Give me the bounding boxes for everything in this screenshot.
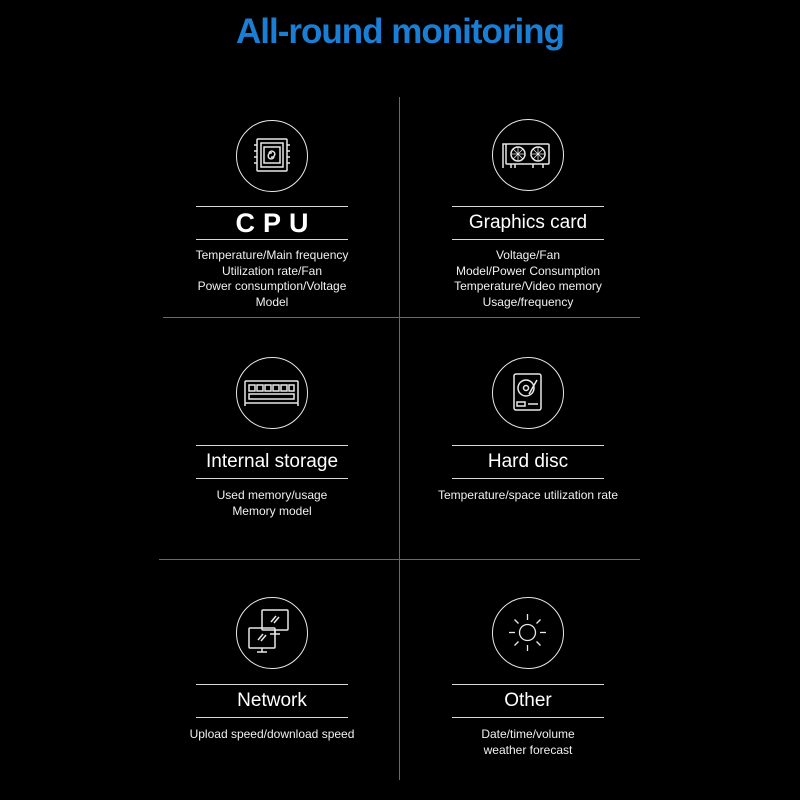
page-title: All-round monitoring <box>236 12 564 51</box>
network-monitors-icon <box>236 597 308 669</box>
cpu-desc-line: Power consumption/Voltage <box>197 279 347 293</box>
horizontal-divider-1 <box>163 317 640 318</box>
internal-storage-description <box>132 488 412 519</box>
graphics-card-desc-line: Temperature/Video memory <box>454 279 602 293</box>
hard-disc-description <box>388 488 668 504</box>
hard-disk-icon <box>492 357 564 429</box>
hard-disc-desc-line: Temperature/space utilization rate <box>437 488 619 502</box>
memory-stick-icon <box>236 357 308 429</box>
network-description <box>132 727 412 743</box>
other-desc-line: weather forecast <box>483 742 573 757</box>
graphics-card-desc-line: Model/Power Consumption <box>455 263 601 278</box>
graphics-card-label: Graphics card <box>452 206 604 240</box>
sun-icon <box>492 597 564 669</box>
vertical-divider <box>399 97 400 780</box>
graphics-card-desc-line: Voltage/Fan <box>495 248 561 262</box>
cpu-desc-line: Temperature/Main frequency <box>195 248 349 262</box>
cpu-label: CPU <box>196 206 348 240</box>
cpu-desc-line: Model <box>255 294 289 309</box>
network-label: Network <box>196 684 348 718</box>
graphics-card-description <box>388 248 668 310</box>
cpu-description <box>132 248 412 310</box>
hard-disc-label: Hard disc <box>452 445 604 479</box>
other-description <box>388 727 668 758</box>
horizontal-divider-2 <box>159 559 640 560</box>
cpu-chip-icon <box>236 120 308 192</box>
graphics-card-icon <box>492 119 564 191</box>
other-label: Other <box>452 684 604 718</box>
network-desc-line: Upload speed/download speed <box>189 727 355 741</box>
graphics-card-desc-line: Usage/frequency <box>482 294 574 309</box>
internal-storage-desc-line: Memory model <box>232 503 312 518</box>
cpu-desc-line: Utilization rate/Fan <box>221 263 323 278</box>
internal-storage-desc-line: Used memory/usage <box>216 488 328 502</box>
internal-storage-label: Internal storage <box>196 445 348 479</box>
other-desc-line: Date/time/volume <box>481 727 575 741</box>
